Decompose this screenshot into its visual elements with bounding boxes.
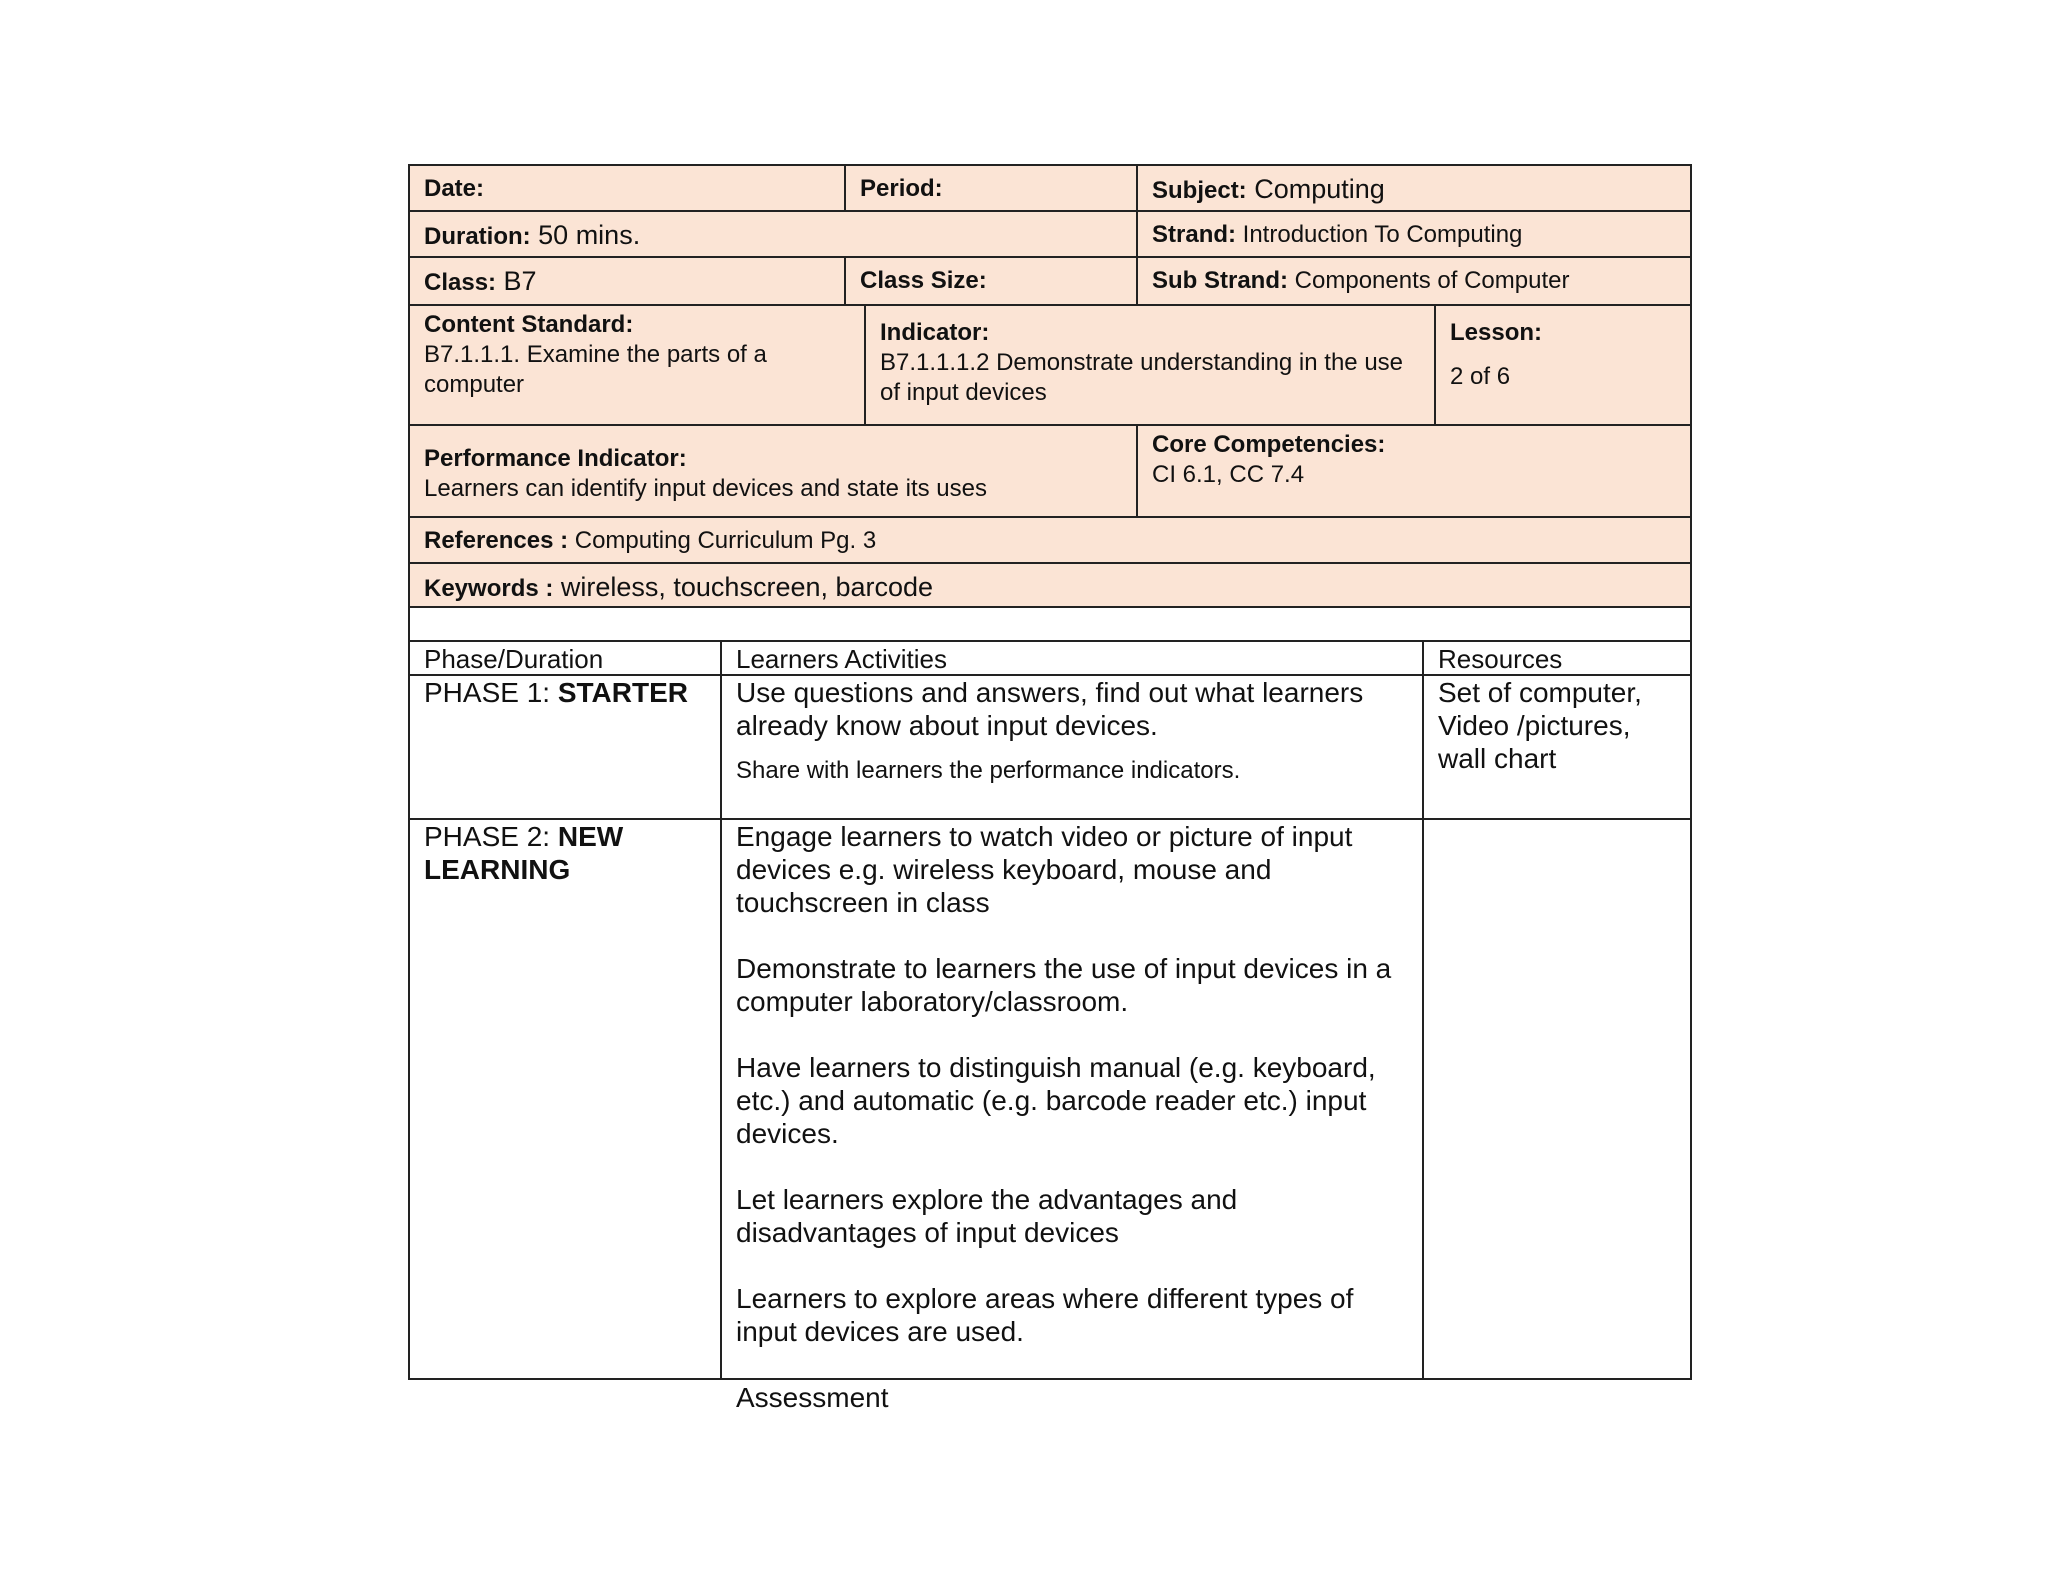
- period-label: Period:: [860, 175, 943, 202]
- subject-cell: [1136, 164, 1692, 212]
- duration-label: Duration:: [424, 223, 531, 250]
- core-competencies-value: CI 6.1, CC 7.4: [1152, 461, 1305, 488]
- phase2-name-line1: NEW: [557, 821, 624, 852]
- subject-value: Computing: [1246, 174, 1385, 204]
- references-label: References :: [424, 527, 569, 554]
- class-value: B7: [496, 266, 537, 296]
- phase2-resources-cell: [1422, 818, 1692, 1380]
- duration-cell: [408, 210, 1138, 258]
- performance-indicator-value: Learners can identify input devices and state its uses: [424, 475, 987, 502]
- phase2-activities-cell: [720, 818, 1424, 1413]
- duration-value: 50 mins.: [530, 220, 641, 250]
- phase1-resources-cell: [1422, 674, 1692, 820]
- performance-indicator-label: Performance Indicator:: [424, 445, 687, 472]
- phase2-label-cell: [408, 818, 722, 1380]
- phase1-prefix: PHASE 1:: [424, 677, 558, 708]
- phase2-name-line2: LEARNING: [424, 854, 571, 885]
- phase2-activity-4: Let learners explore the advantages and disadvantages of input devices: [736, 1184, 1238, 1248]
- spacer-row: [408, 606, 1692, 642]
- keywords-label: Keywords :: [424, 575, 554, 602]
- class-size-label: Class Size:: [860, 267, 987, 294]
- phase1-name: STARTER: [557, 677, 688, 708]
- phase2-prefix: PHASE 2:: [424, 821, 558, 852]
- indicator-cell: [864, 304, 1436, 426]
- sub-strand-cell: [1136, 256, 1692, 306]
- class-size-cell: [844, 256, 1138, 306]
- phase1-label-cell: [408, 674, 722, 820]
- class-label: Class:: [424, 269, 497, 296]
- lesson-label: Lesson:: [1450, 319, 1543, 346]
- sub-strand-value: Components of Computer: [1288, 267, 1570, 294]
- phase2-activity-2: Demonstrate to learners the use of input devices in a computer laboratory/classroom.: [736, 953, 1392, 1017]
- core-competencies-cell: [1136, 424, 1692, 518]
- col-header-activities-label: Learners Activities: [736, 644, 947, 674]
- date-cell: [408, 164, 846, 212]
- performance-indicator-cell: [408, 424, 1138, 518]
- class-cell: [408, 256, 846, 306]
- lesson-value: 2 of 6: [1450, 363, 1511, 390]
- core-competencies-label: Core Competencies:: [1152, 431, 1386, 458]
- keywords-cell: [408, 562, 1692, 608]
- sub-strand-label: Sub Strand:: [1152, 267, 1288, 294]
- period-cell: [844, 164, 1138, 212]
- content-standard-cell: [408, 304, 866, 426]
- phase2-activity-3: Have learners to distinguish manual (e.g. keyboard, etc.) and automatic (e.g. barcode reader etc.) input devices.: [736, 1052, 1376, 1149]
- col-header-phase: [408, 640, 722, 676]
- strand-cell: [1136, 210, 1692, 258]
- references-cell: [408, 516, 1692, 564]
- lesson-cell: [1434, 304, 1692, 426]
- phase1-activity-main: Use questions and answers, find out what learners already know about input devices.: [736, 677, 1364, 741]
- col-header-resources: [1422, 640, 1692, 676]
- phase2-activity-1: Engage learners to watch video or picture of input devices e.g. wireless keyboard, mouse and touchscreen in class: [736, 821, 1353, 918]
- content-standard-value: B7.1.1.1. Examine the parts of a computer: [424, 341, 767, 398]
- keywords-value: wireless, touchscreen, barcode: [553, 572, 934, 602]
- phase2-activity-6: Assessment: [736, 1382, 889, 1413]
- phase1-activity-note: Share with learners the performance indicators.: [736, 757, 1241, 784]
- phase1-resources: Set of computer, Video /pictures, wall chart: [1438, 677, 1642, 774]
- phase2-activity-5: Learners to explore areas where different types of input devices are used.: [736, 1283, 1354, 1347]
- strand-value: Introduction To Computing: [1236, 221, 1523, 248]
- indicator-value: B7.1.1.1.2 Demonstrate understanding in the use of input devices: [880, 349, 1404, 406]
- col-header-phase-label: Phase/Duration: [424, 644, 604, 674]
- date-label: Date:: [424, 175, 485, 202]
- strand-label: Strand:: [1152, 221, 1236, 248]
- phase1-activities-cell: [720, 674, 1424, 820]
- references-value: Computing Curriculum Pg. 3: [568, 527, 877, 554]
- col-header-resources-label: Resources: [1438, 644, 1563, 674]
- content-standard-label: Content Standard:: [424, 311, 634, 338]
- col-header-activities: [720, 640, 1424, 676]
- subject-label: Subject:: [1152, 177, 1247, 204]
- indicator-label: Indicator:: [880, 319, 990, 346]
